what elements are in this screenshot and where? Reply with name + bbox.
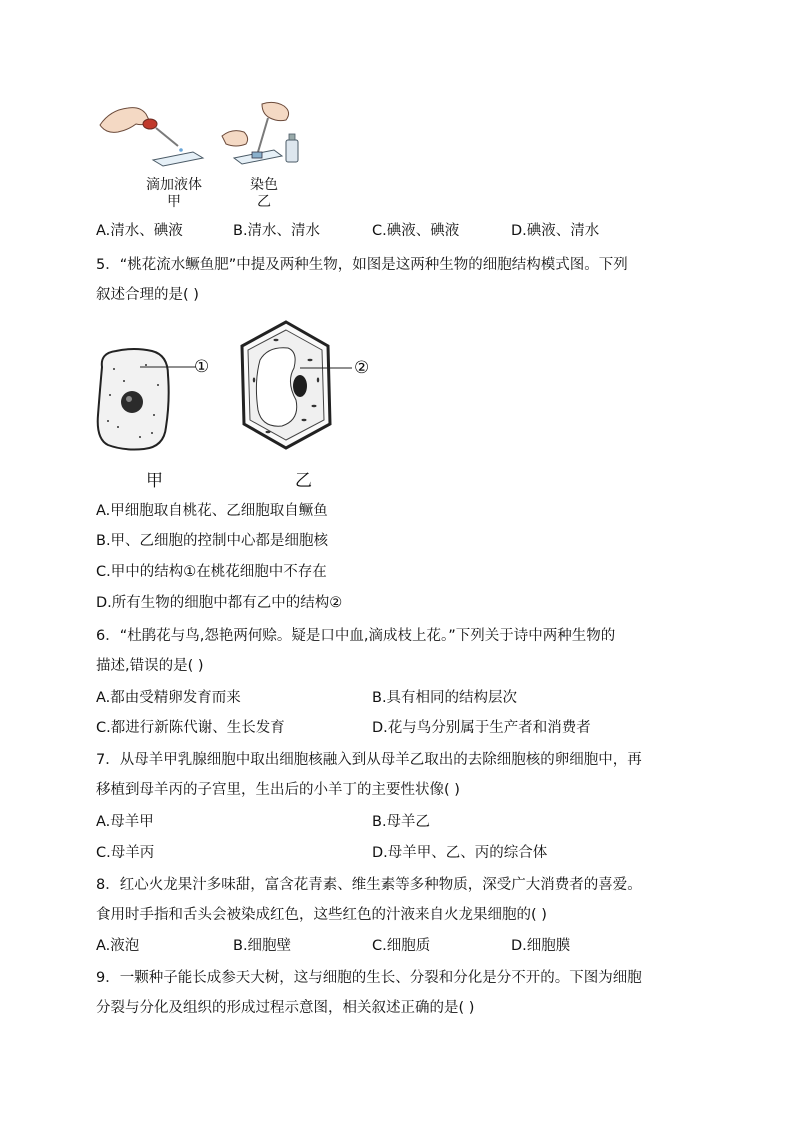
q7-stem-line1: 7．从母羊甲乳腺细胞中取出细胞核融入到从母羊乙取出的去除细胞核的卵细胞中，再 bbox=[96, 752, 642, 768]
q6-stem-line2: 描述,错误的是( ) bbox=[96, 658, 204, 674]
q4-option-d[interactable]: D.碘液、清水 bbox=[511, 223, 600, 239]
q6-option-b[interactable]: B.具有相同的结构层次 bbox=[372, 690, 518, 706]
q7-option-d[interactable]: D.母羊甲、乙、丙的综合体 bbox=[372, 845, 548, 861]
q8-option-d[interactable]: D.细胞膜 bbox=[511, 938, 571, 954]
q7-option-b[interactable]: B.母羊乙 bbox=[372, 814, 431, 830]
cell-label-yi: 乙 bbox=[295, 471, 312, 491]
q5-stem-line2: 叙述合理的是( ) bbox=[96, 287, 199, 303]
q5-option-b[interactable]: B.甲、乙细胞的控制中心都是细胞核 bbox=[96, 533, 329, 549]
q6-option-c[interactable]: C.都进行新陈代谢、生长发育 bbox=[96, 720, 285, 736]
q5-stem-line1: 5．“桃花流水鳜鱼肥”中提及两种生物，如图是这两种生物的细胞结构模式图。下列 bbox=[96, 257, 628, 273]
q6-stem-line1: 6．“杜鹃花与鸟,怨艳两何赊。疑是口中血,滴成枝上花。”下列关于诗中两种生物的 bbox=[96, 628, 616, 644]
q8-option-b[interactable]: B.细胞壁 bbox=[233, 938, 292, 954]
staining-illustration bbox=[222, 100, 302, 170]
figure-label-yi: 乙 bbox=[257, 194, 271, 210]
q8-option-a[interactable]: A.液泡 bbox=[96, 938, 140, 954]
plant-cell-pointer-line bbox=[300, 362, 352, 372]
figure-label-jia: 甲 bbox=[167, 194, 181, 210]
q9-stem-line1: 9．一颗种子能长成参天大树，这与细胞的生长、分裂和分化是分不开的。下图为细胞 bbox=[96, 970, 642, 986]
q7-stem-line2: 移植到母羊丙的子宫里，生出后的小羊丁的主要性状像( ) bbox=[96, 782, 460, 798]
marker-1: ① bbox=[194, 357, 210, 377]
q7-option-a[interactable]: A.母羊甲 bbox=[96, 814, 154, 830]
q8-stem-line1: 8．红心火龙果汁多味甜，富含花青素、维生素等多种物质，深受广大消费者的喜爱。 bbox=[96, 877, 642, 893]
cell-label-jia: 甲 bbox=[146, 471, 163, 491]
q5-option-a[interactable]: A.甲细胞取自桃花、乙细胞取自鳜鱼 bbox=[96, 503, 328, 519]
q4-option-a[interactable]: A.清水、碘液 bbox=[96, 223, 183, 239]
q7-option-c[interactable]: C.母羊丙 bbox=[96, 845, 155, 861]
dropping-liquid-illustration bbox=[98, 100, 208, 170]
plant-cell-diagram bbox=[238, 320, 334, 450]
figure-caption-drop: 滴加液体 bbox=[146, 177, 202, 193]
figure-caption-stain: 染色 bbox=[250, 177, 278, 193]
q5-option-c[interactable]: C.甲中的结构①在桃花细胞中不存在 bbox=[96, 564, 327, 580]
marker-2: ② bbox=[354, 358, 370, 378]
q4-option-c[interactable]: C.碘液、碘液 bbox=[372, 223, 460, 239]
q8-stem-line2: 食用时手指和舌头会被染成红色，这些红色的汁液来自火龙果细胞的( ) bbox=[96, 907, 547, 923]
q9-stem-line2: 分裂与分化及组织的形成过程示意图，相关叙述正确的是( ) bbox=[96, 1000, 475, 1016]
q6-option-d[interactable]: D.花与鸟分别属于生产者和消费者 bbox=[372, 720, 591, 736]
q8-option-c[interactable]: C.细胞质 bbox=[372, 938, 431, 954]
q5-option-d[interactable]: D.所有生物的细胞中都有乙中的结构② bbox=[96, 595, 343, 611]
animal-cell-pointer-line bbox=[140, 360, 196, 370]
q4-option-b[interactable]: B.清水、清水 bbox=[233, 223, 321, 239]
q6-option-a[interactable]: A.都由受精卵发育而来 bbox=[96, 690, 241, 706]
